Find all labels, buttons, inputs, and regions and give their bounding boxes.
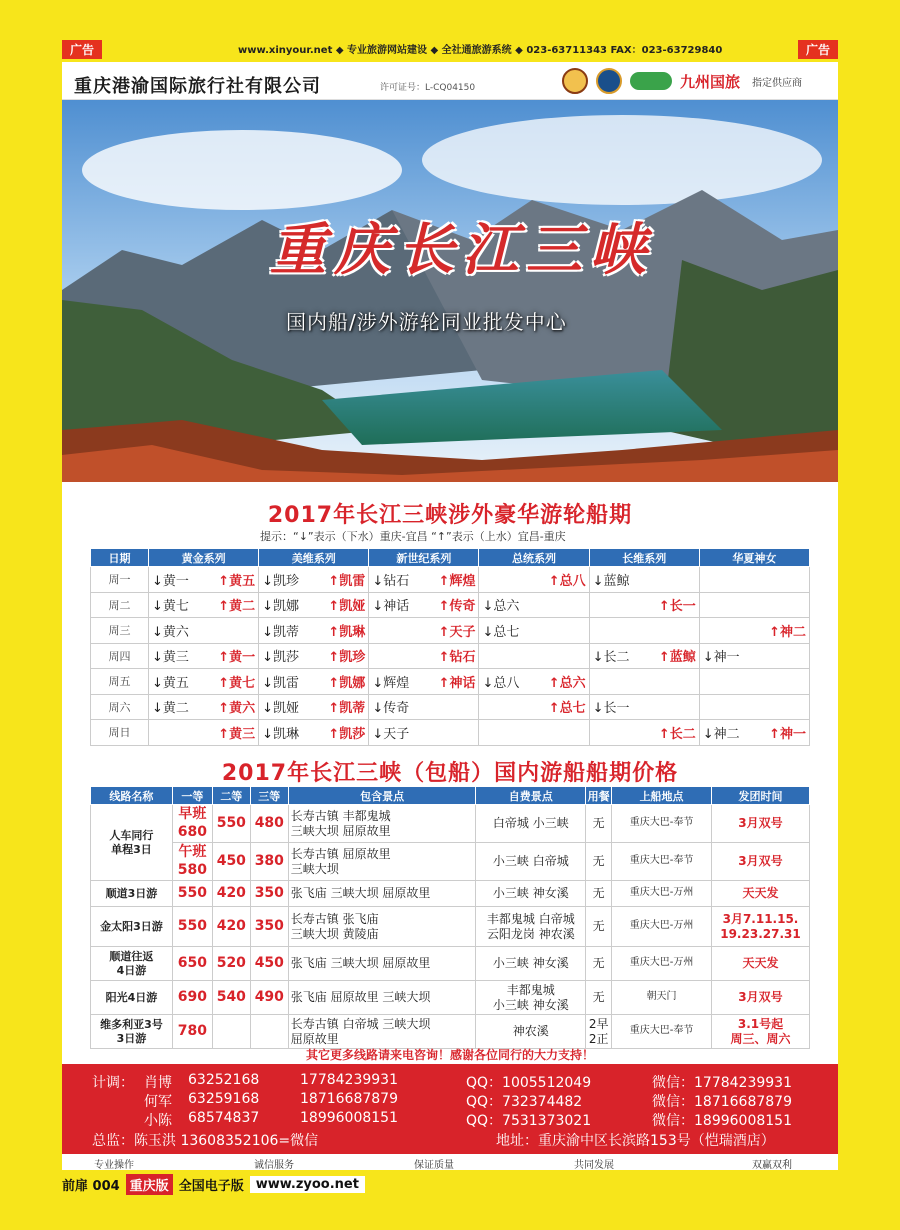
schedule-header: 新世纪系列	[369, 549, 479, 567]
price-cell-inc: 张飞庙 三峡大坝 屈原故里	[288, 947, 476, 981]
sailing-cell	[589, 567, 699, 593]
upstream-ship: ↑凯莎	[328, 726, 366, 742]
price-cell-p3: 480	[250, 805, 288, 843]
price-header: 二等	[212, 787, 250, 805]
price-cell-board: 重庆大巴-万州	[612, 881, 712, 907]
hero-title: 重庆长江三峡	[270, 217, 654, 283]
schedule-header: 日期	[91, 549, 149, 567]
downstream-ship: ↓凯娅	[262, 701, 300, 717]
upstream-ship: ↑凯娅	[328, 599, 366, 615]
sailing-cell	[589, 592, 699, 618]
price-cell-dep: 3月双号	[711, 805, 809, 843]
table-row	[91, 669, 810, 695]
sailing-cell	[369, 669, 479, 695]
price-cell-board: 朝天门	[612, 981, 712, 1015]
sailing-cell	[479, 669, 589, 695]
upstream-ship: ↑总七	[548, 701, 586, 717]
table-row	[91, 947, 810, 981]
price-cell-p1: 690	[172, 981, 212, 1015]
downstream-ship: ↓传奇	[372, 701, 410, 717]
price-cell-dep: 3月双号	[711, 981, 809, 1015]
upstream-ship: ↑黄七	[218, 675, 256, 691]
contact-row-2	[62, 1091, 838, 1109]
ad-page	[62, 62, 838, 1170]
header	[62, 62, 838, 100]
price-header: 用餐	[586, 787, 612, 805]
downstream-ship: ↓神一	[702, 650, 740, 666]
logo-seal-icon	[596, 68, 622, 94]
price-cell-route: 阳光4日游	[91, 981, 173, 1015]
sailing-cell	[479, 720, 589, 746]
contact-qq: QQ：1005512049	[466, 1075, 592, 1091]
contact-mobile: 17784239931	[300, 1072, 398, 1088]
price-cell-inc: 张飞庙 三峡大坝 屈原故里	[288, 881, 476, 907]
contact-wechat: 微信：18716687879	[652, 1094, 792, 1110]
price-cell-board: 重庆大巴-万州	[612, 907, 712, 947]
slogan: 保证质量	[414, 1160, 454, 1171]
top-contact-line: www.xinyour.net ◆ 专业旅游网站建设 ◆ 全社通旅游系统 ◆ 023-63711343 FAX：023-63729840	[238, 45, 723, 56]
downstream-ship: ↓长二	[592, 650, 630, 666]
price-cell-p1: 550	[172, 907, 212, 947]
price-cell-inc: 长寿古镇 张飞庙 三峡大坝 黄陵庙	[288, 907, 476, 947]
sailing-cell	[479, 592, 589, 618]
weekday: 周五	[91, 669, 149, 695]
downstream-ship: ↓黄五	[152, 675, 189, 691]
downstream-ship: ↓凯莎	[262, 650, 300, 666]
ad-tag-left: 广告	[62, 40, 102, 59]
sailing-cell	[699, 643, 809, 669]
weekday: 周四	[91, 643, 149, 669]
price-cell-p3	[250, 1015, 288, 1049]
contact-wechat: 微信：17784239931	[652, 1075, 792, 1091]
contact-tel: 63259168	[188, 1091, 260, 1107]
sailing-cell	[259, 720, 369, 746]
slogan: 双赢双利	[752, 1160, 792, 1171]
price-title: 2017年长江三峡（包船）国内游船船期价格	[221, 761, 679, 786]
upstream-ship: ↑神一	[769, 726, 806, 742]
price-header: 线路名称	[91, 787, 173, 805]
downstream-ship: ↓黄三	[152, 650, 189, 666]
supplier-label: 指定供应商	[752, 77, 803, 89]
table-row	[91, 805, 810, 843]
sailing-cell	[699, 720, 809, 746]
contact-row-4	[62, 1130, 838, 1148]
slogan: 共同发展	[574, 1160, 614, 1171]
price-cell-meal: 无	[586, 881, 612, 907]
logo-badge-icon	[562, 68, 588, 94]
price-cell-inc: 张飞庙 屈原故里 三峡大坝	[288, 981, 476, 1015]
upstream-ship: ↑凯珍	[328, 650, 366, 666]
sailing-cell	[589, 643, 699, 669]
downstream-ship: ↓长一	[592, 701, 630, 717]
upstream-ship: ↑黄一	[218, 650, 256, 666]
sailing-cell	[699, 669, 809, 695]
downstream-ship: ↓黄二	[152, 701, 189, 717]
upstream-ship: ↑总六	[548, 675, 586, 691]
price-cell-inc: 长寿古镇 白帝城 三峡大坝 屈原故里	[288, 1015, 476, 1049]
upstream-ship: ↑凯蒂	[328, 701, 366, 717]
downstream-ship: ↓凯蒂	[262, 624, 300, 640]
price-cell-dep: 天天发	[711, 947, 809, 981]
office-address: 地址：重庆渝中区长滨路153号（恺瑞酒店）	[496, 1133, 775, 1149]
website-link[interactable]: www.zyoo.net	[250, 1176, 365, 1193]
sailing-cell	[699, 592, 809, 618]
price-cell-route: 维多利亚3号 3日游	[91, 1015, 173, 1049]
contact-tel: 63252168	[188, 1072, 260, 1088]
price-cell-p2: 450	[212, 843, 250, 881]
contact-name: 肖博	[144, 1075, 172, 1091]
price-cell-route: 顺道往返 4日游	[91, 947, 173, 981]
hero-banner	[62, 100, 838, 492]
upstream-ship: ↑钻石	[438, 650, 476, 666]
price-cell-board: 重庆大巴-万州	[612, 947, 712, 981]
price-cell-own: 神农溪	[476, 1015, 586, 1049]
downstream-ship: ↓总八	[482, 675, 520, 691]
sailing-cell	[589, 618, 699, 644]
price-cell-meal: 无	[586, 947, 612, 981]
price-cell-board: 重庆大巴-奉节	[612, 843, 712, 881]
brand-name: 九州国旅	[680, 72, 741, 91]
ad-tag-right: 广告	[798, 40, 838, 59]
weekday: 周六	[91, 694, 149, 720]
price-cell-dep: 3.1号起 周三、周六	[711, 1015, 809, 1049]
upstream-ship: ↑蓝鲸	[658, 650, 696, 666]
upstream-ship: ↑辉煌	[438, 573, 476, 589]
contact-row-3	[62, 1110, 838, 1128]
downstream-ship: ↓黄六	[152, 624, 189, 640]
sailing-cell	[259, 592, 369, 618]
upstream-ship: ↑神话	[438, 675, 476, 691]
sailing-cell	[479, 694, 589, 720]
sailing-cell	[369, 694, 479, 720]
price-header: 一等	[172, 787, 212, 805]
partner-logos	[562, 68, 802, 94]
contact-mobile: 18716687879	[300, 1091, 398, 1107]
weekday: 周一	[91, 567, 149, 593]
contact-qq: QQ：732374482	[466, 1094, 583, 1110]
contact-panel	[62, 1064, 838, 1154]
price-cell-own: 丰都鬼城 白帝城 云阳龙岗 神农溪	[476, 907, 586, 947]
price-cell-p1: 780	[172, 1015, 212, 1049]
sailing-cell	[369, 592, 479, 618]
sailing-cell	[149, 694, 259, 720]
price-cell-p2: 420	[212, 907, 250, 947]
sailing-cell	[479, 567, 589, 593]
sailing-cell	[149, 669, 259, 695]
price-cell-board: 重庆大巴-奉节	[612, 1015, 712, 1049]
sailing-cell	[369, 618, 479, 644]
slogan: 专业操作	[94, 1160, 134, 1171]
contact-label: 计调：	[92, 1075, 134, 1091]
price-cell-dep: 3月7.11.15. 19.23.27.31	[711, 907, 809, 947]
price-cell-p3: 450	[250, 947, 288, 981]
table-row	[91, 907, 810, 947]
table-row	[91, 981, 810, 1015]
sailing-cell	[479, 643, 589, 669]
downstream-ship: ↓蓝鲸	[592, 573, 630, 589]
upstream-ship: ↑天子	[438, 624, 476, 640]
sailing-cell	[589, 669, 699, 695]
company-name: 重庆港渝国际旅行社有限公司	[74, 76, 321, 97]
price-cell-p3: 350	[250, 907, 288, 947]
price-cell-p2	[212, 1015, 250, 1049]
contact-row-1	[62, 1072, 838, 1090]
hero-subtitle: 国内船/涉外游轮同业批发中心	[286, 310, 567, 334]
table-row	[91, 694, 810, 720]
sailing-cell	[149, 720, 259, 746]
price-header: 上船地点	[612, 787, 712, 805]
sailing-cell	[589, 694, 699, 720]
contact-tel: 68574837	[188, 1110, 260, 1126]
logo-leaf-icon	[630, 72, 672, 90]
price-cell-meal: 无	[586, 805, 612, 843]
upstream-ship: ↑黄二	[218, 599, 256, 615]
contact-qq: QQ：7531373021	[466, 1113, 592, 1129]
sailing-cell	[369, 643, 479, 669]
slogan: 诚信服务	[254, 1160, 294, 1171]
license-number: 许可证号：L-CQ04150	[380, 83, 476, 93]
price-cell-p3: 380	[250, 843, 288, 881]
downstream-ship: ↓凯雷	[262, 675, 300, 691]
table-row	[91, 618, 810, 644]
price-cell-meal: 2早 2正	[586, 1015, 612, 1049]
downstream-ship: ↓黄一	[152, 573, 189, 589]
upstream-ship: ↑长二	[658, 726, 696, 742]
sailing-cell	[259, 694, 369, 720]
sailing-cell	[149, 592, 259, 618]
price-cell-route: 顺道3日游	[91, 881, 173, 907]
schedule-header: 华夏神女	[699, 549, 809, 567]
downstream-ship: ↓总六	[482, 599, 520, 615]
upstream-ship: ↑神二	[769, 624, 806, 640]
price-cell-p1: 早班 680	[172, 805, 212, 843]
sailing-cell	[259, 643, 369, 669]
price-cell-board: 重庆大巴-奉节	[612, 805, 712, 843]
price-cell-own: 小三峡 白帝城	[476, 843, 586, 881]
sailing-cell	[259, 618, 369, 644]
price-cell-p1: 午班 580	[172, 843, 212, 881]
upstream-ship: ↑凯娜	[328, 675, 366, 691]
gorge-landscape-image	[62, 100, 838, 492]
price-cell-own: 小三峡 神女溪	[476, 947, 586, 981]
sailing-cell	[369, 567, 479, 593]
price-cell-inc: 长寿古镇 屈原故里 三峡大坝	[288, 843, 476, 881]
downstream-ship: ↓天子	[372, 726, 410, 742]
sailing-cell	[589, 720, 699, 746]
price-header: 发团时间	[711, 787, 809, 805]
more-routes-note: 其它更多线路请来电咨询！感谢各位同行的大力支持！	[305, 1048, 594, 1062]
schedule-title: 2017年长江三峡涉外豪华游轮船期	[267, 503, 633, 528]
price-cell-p2: 420	[212, 881, 250, 907]
table-row	[91, 567, 810, 593]
sailing-cell	[259, 567, 369, 593]
contact-mobile: 18996008151	[300, 1110, 398, 1126]
price-cell-route: 金太阳3日游	[91, 907, 173, 947]
price-cell-own: 小三峡 神女溪	[476, 881, 586, 907]
price-header: 自费景点	[476, 787, 586, 805]
schedule-header: 美维系列	[259, 549, 369, 567]
price-cell-p3: 490	[250, 981, 288, 1015]
sailing-cell	[149, 618, 259, 644]
top-bar	[0, 36, 900, 58]
contact-name: 何军	[144, 1094, 172, 1110]
sailing-cell	[259, 669, 369, 695]
downstream-ship: ↓凯娜	[262, 599, 300, 615]
price-cell-inc: 长寿古镇 丰都鬼城 三峡大坝 屈原故里	[288, 805, 476, 843]
price-cell-p3: 350	[250, 881, 288, 907]
downstream-ship: ↓神二	[702, 726, 740, 742]
upstream-ship: ↑黄六	[218, 701, 256, 717]
route-name: 人车同行 单程3日	[91, 805, 173, 881]
sailing-cell	[149, 567, 259, 593]
price-header: 包含景点	[288, 787, 476, 805]
schedule-header: 黄金系列	[149, 549, 259, 567]
table-row	[91, 843, 810, 881]
edition-label: 全国电子版	[178, 1178, 244, 1194]
cruise-schedule-table	[90, 548, 810, 746]
weekday: 周二	[91, 592, 149, 618]
sailing-cell	[149, 643, 259, 669]
schedule-header: 长维系列	[589, 549, 699, 567]
downstream-ship: ↓辉煌	[372, 675, 410, 691]
price-cell-p2: 540	[212, 981, 250, 1015]
edition-region: 重庆版	[126, 1174, 173, 1195]
sailing-cell	[699, 567, 809, 593]
weekday: 周三	[91, 618, 149, 644]
director-contact: 总监：陈玉洪 13608352106=微信	[92, 1133, 319, 1149]
weekday: 周日	[91, 720, 149, 746]
price-cell-p1: 650	[172, 947, 212, 981]
schedule-hint: 提示：“↓”表示（下水）重庆-宜昌 “↑”表示（上水）宜昌-重庆	[260, 530, 566, 543]
downstream-ship: ↓凯琳	[262, 726, 300, 742]
table-row	[91, 720, 810, 746]
price-cell-p2: 550	[212, 805, 250, 843]
price-cell-p1: 550	[172, 881, 212, 907]
table-row	[91, 881, 810, 907]
price-cell-dep: 3月双号	[711, 843, 809, 881]
price-cell-own: 丰都鬼城 小三峡 神女溪	[476, 981, 586, 1015]
price-cell-p2: 520	[212, 947, 250, 981]
downstream-ship: ↓总七	[482, 624, 520, 640]
downstream-ship: ↓黄七	[152, 599, 189, 615]
sailing-cell	[699, 618, 809, 644]
downstream-ship: ↓钻石	[372, 573, 410, 589]
price-cell-meal: 无	[586, 981, 612, 1015]
upstream-ship: ↑总八	[548, 573, 586, 589]
upstream-ship: ↑黄五	[218, 573, 256, 589]
price-cell-meal: 无	[586, 843, 612, 881]
sailing-cell	[479, 618, 589, 644]
price-cell-own: 白帝城 小三峡	[476, 805, 586, 843]
schedule-header: 总统系列	[479, 549, 589, 567]
table-row	[91, 592, 810, 618]
contact-wechat: 微信：18996008151	[652, 1113, 792, 1129]
price-cell-dep: 天天发	[711, 881, 809, 907]
bottom-bar	[62, 1172, 365, 1196]
upstream-ship: ↑长一	[658, 599, 696, 615]
downstream-ship: ↓神话	[372, 599, 410, 615]
upstream-ship: ↑黄三	[218, 726, 256, 742]
table-row	[91, 643, 810, 669]
cruise-price-table	[90, 786, 810, 1049]
slogan-bar	[62, 1154, 838, 1170]
table-row	[91, 1015, 810, 1049]
upstream-ship: ↑凯琳	[328, 624, 366, 640]
downstream-ship: ↓凯珍	[262, 573, 300, 589]
price-cell-meal: 无	[586, 907, 612, 947]
price-header: 三等	[250, 787, 288, 805]
upstream-ship: ↑传奇	[438, 599, 476, 615]
contact-name: 小陈	[144, 1113, 172, 1129]
upstream-ship: ↑凯雷	[328, 573, 366, 589]
sailing-cell	[369, 720, 479, 746]
sailing-cell	[699, 694, 809, 720]
page-number: 前扉 004	[62, 1178, 120, 1194]
